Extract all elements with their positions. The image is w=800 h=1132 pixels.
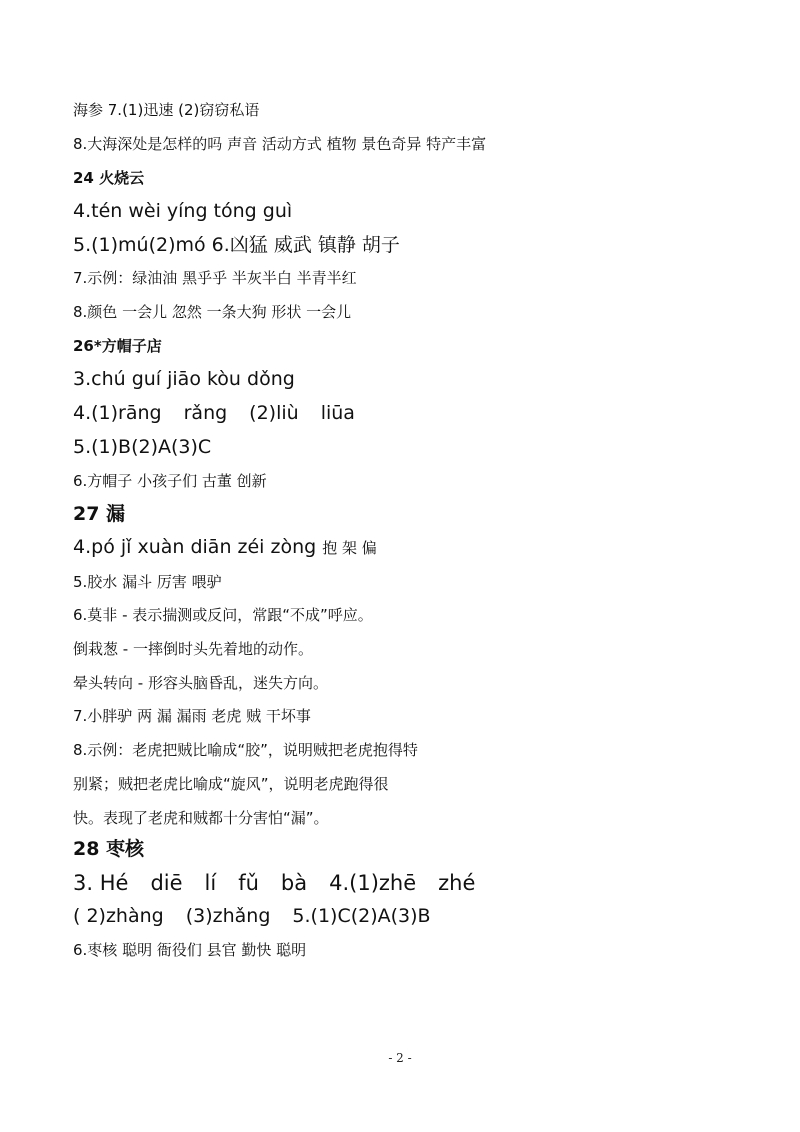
answer-line: 8.示例：老虎把贼比喻成“胶”，说明贼把老虎抱得特 [73, 741, 418, 759]
answer-part: diē [150, 871, 183, 895]
section-heading: 28 枣核 [73, 838, 145, 860]
answer-line [73, 538, 377, 557]
answer-part: 抱 架 偏 [322, 539, 377, 557]
answer-line: 5.(1)mú(2)mó 6.凶猛 威武 镇静 胡子 [73, 234, 400, 256]
answer-line [73, 907, 431, 926]
answer-part: 4.(1)rāng [73, 402, 162, 424]
section-heading: 27 漏 [73, 503, 126, 525]
answer-part: ( 2)zhàng [73, 905, 164, 927]
answer-part: 4.(1)zhē [329, 871, 417, 895]
answer-part: 4.pó jǐ xuàn diān zéi zòng [73, 536, 317, 558]
answer-line: 4.tén wèi yíng tóng guì [73, 200, 293, 222]
answer-line: 8.大海深处是怎样的吗 声音 活动方式 植物 景色奇异 特产丰富 [73, 135, 487, 153]
page-number: - 2 - [388, 1051, 412, 1065]
section-heading: 26*方帽子店 [73, 337, 162, 355]
answer-part: zhé [438, 871, 476, 895]
answer-part: rǎng [183, 402, 228, 424]
answer-line: 6.方帽子 小孩子们 古董 创新 [73, 472, 267, 490]
answer-part: 5.(1)C(2)A(3)B [292, 905, 431, 927]
answer-line: 海参 7.(1)迅速 (2)窃窃私语 [73, 101, 260, 119]
answer-line: 6.莫非 - 表示揣测或反问，常跟“不成”呼应。 [73, 606, 373, 624]
answer-line: 别紧；贼把老虎比喻成“旋风”，说明老虎跑得很 [73, 775, 389, 793]
answer-part: fǔ [238, 871, 259, 895]
answer-part: (2)liù [249, 402, 299, 424]
answer-line [73, 873, 475, 894]
answer-part: bà [280, 871, 308, 895]
answer-line: 6.枣核 聪明 衙役们 县官 勤快 聪明 [73, 941, 307, 959]
answer-line: 5.胶水 漏斗 厉害 喂驴 [73, 573, 222, 591]
answer-part: (3)zhǎng [185, 905, 271, 927]
answer-part: liūa [320, 402, 355, 424]
answer-line: 快。表现了老虎和贼都十分害怕“漏”。 [73, 809, 329, 827]
section-heading: 24 火烧云 [73, 169, 145, 187]
answer-line: 7.小胖驴 两 漏 漏雨 老虎 贼 干坏事 [73, 707, 311, 725]
answer-part: 3. Hé [73, 871, 129, 895]
answer-line: 7.示例：绿油油 黑乎乎 半灰半白 半青半红 [73, 269, 357, 287]
answer-line: 3.chú guí jiāo kòu dǒng [73, 368, 295, 390]
answer-line: 8.颜色 一会儿 忽然 一条大狗 形状 一会儿 [73, 303, 352, 321]
answer-line: 倒栽葱 - 一摔倒时头先着地的动作。 [73, 640, 313, 658]
answer-line: 晕头转向 - 形容头脑昏乱，迷失方向。 [73, 674, 328, 692]
answer-part: lí [204, 871, 217, 895]
answer-line: 5.(1)B(2)A(3)C [73, 436, 212, 458]
answer-line [73, 404, 355, 423]
